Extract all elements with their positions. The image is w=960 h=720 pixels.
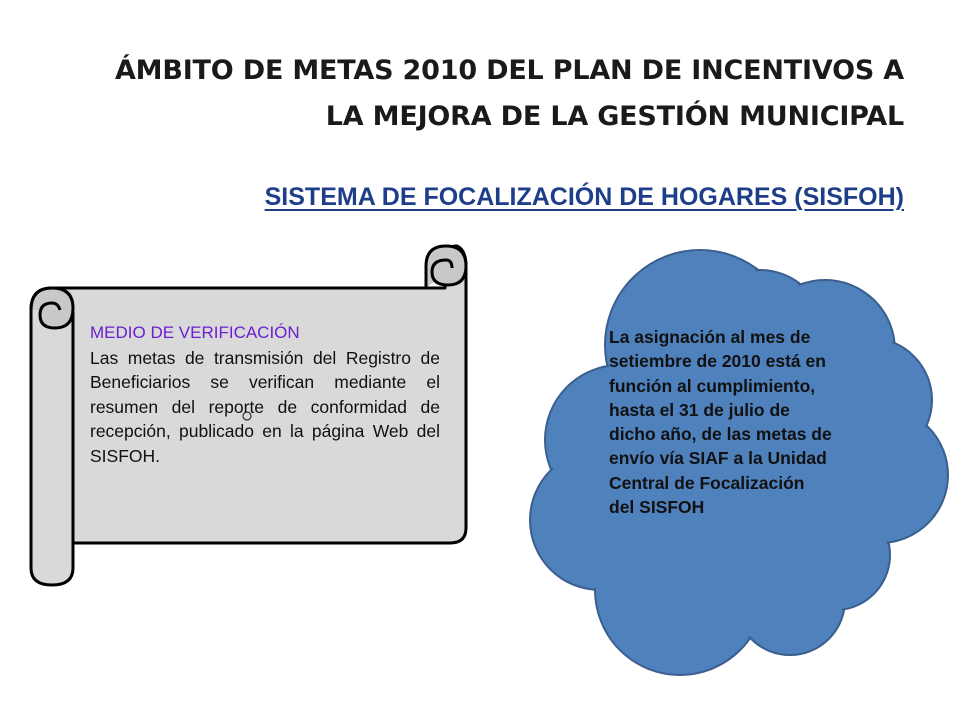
- cloud-text: La asignación al mes de setiembre de 2010 está en función al cumplimiento, hasta el 31 de julio de dicho año, de las metas de envío vía SIAF a la Unidad Central de Focalización del SISFOH: [609, 327, 832, 518]
- slide-subtitle: SISTEMA DE FOCALIZACIÓN DE HOGARES (SISFOH): [264, 183, 904, 211]
- verification-body: Las metas de transmisión del Registro de Beneficiarios se verifican mediante el resumen del reporte de conformidad de recepción, publicado en la página Web del SISFOH.: [90, 347, 440, 466]
- scroll-top-curl: [426, 246, 466, 288]
- slide-title-line-2: LA MEJORA DE LA GESTIÓN MUNICIPAL: [325, 101, 904, 132]
- verification-heading: MEDIO DE VERIFICACIÓN: [90, 323, 300, 342]
- slide-title-line-1: ÁMBITO DE METAS 2010 DEL PLAN DE INCENTIVOS A: [114, 55, 904, 86]
- scroll-content: [90, 321, 440, 468]
